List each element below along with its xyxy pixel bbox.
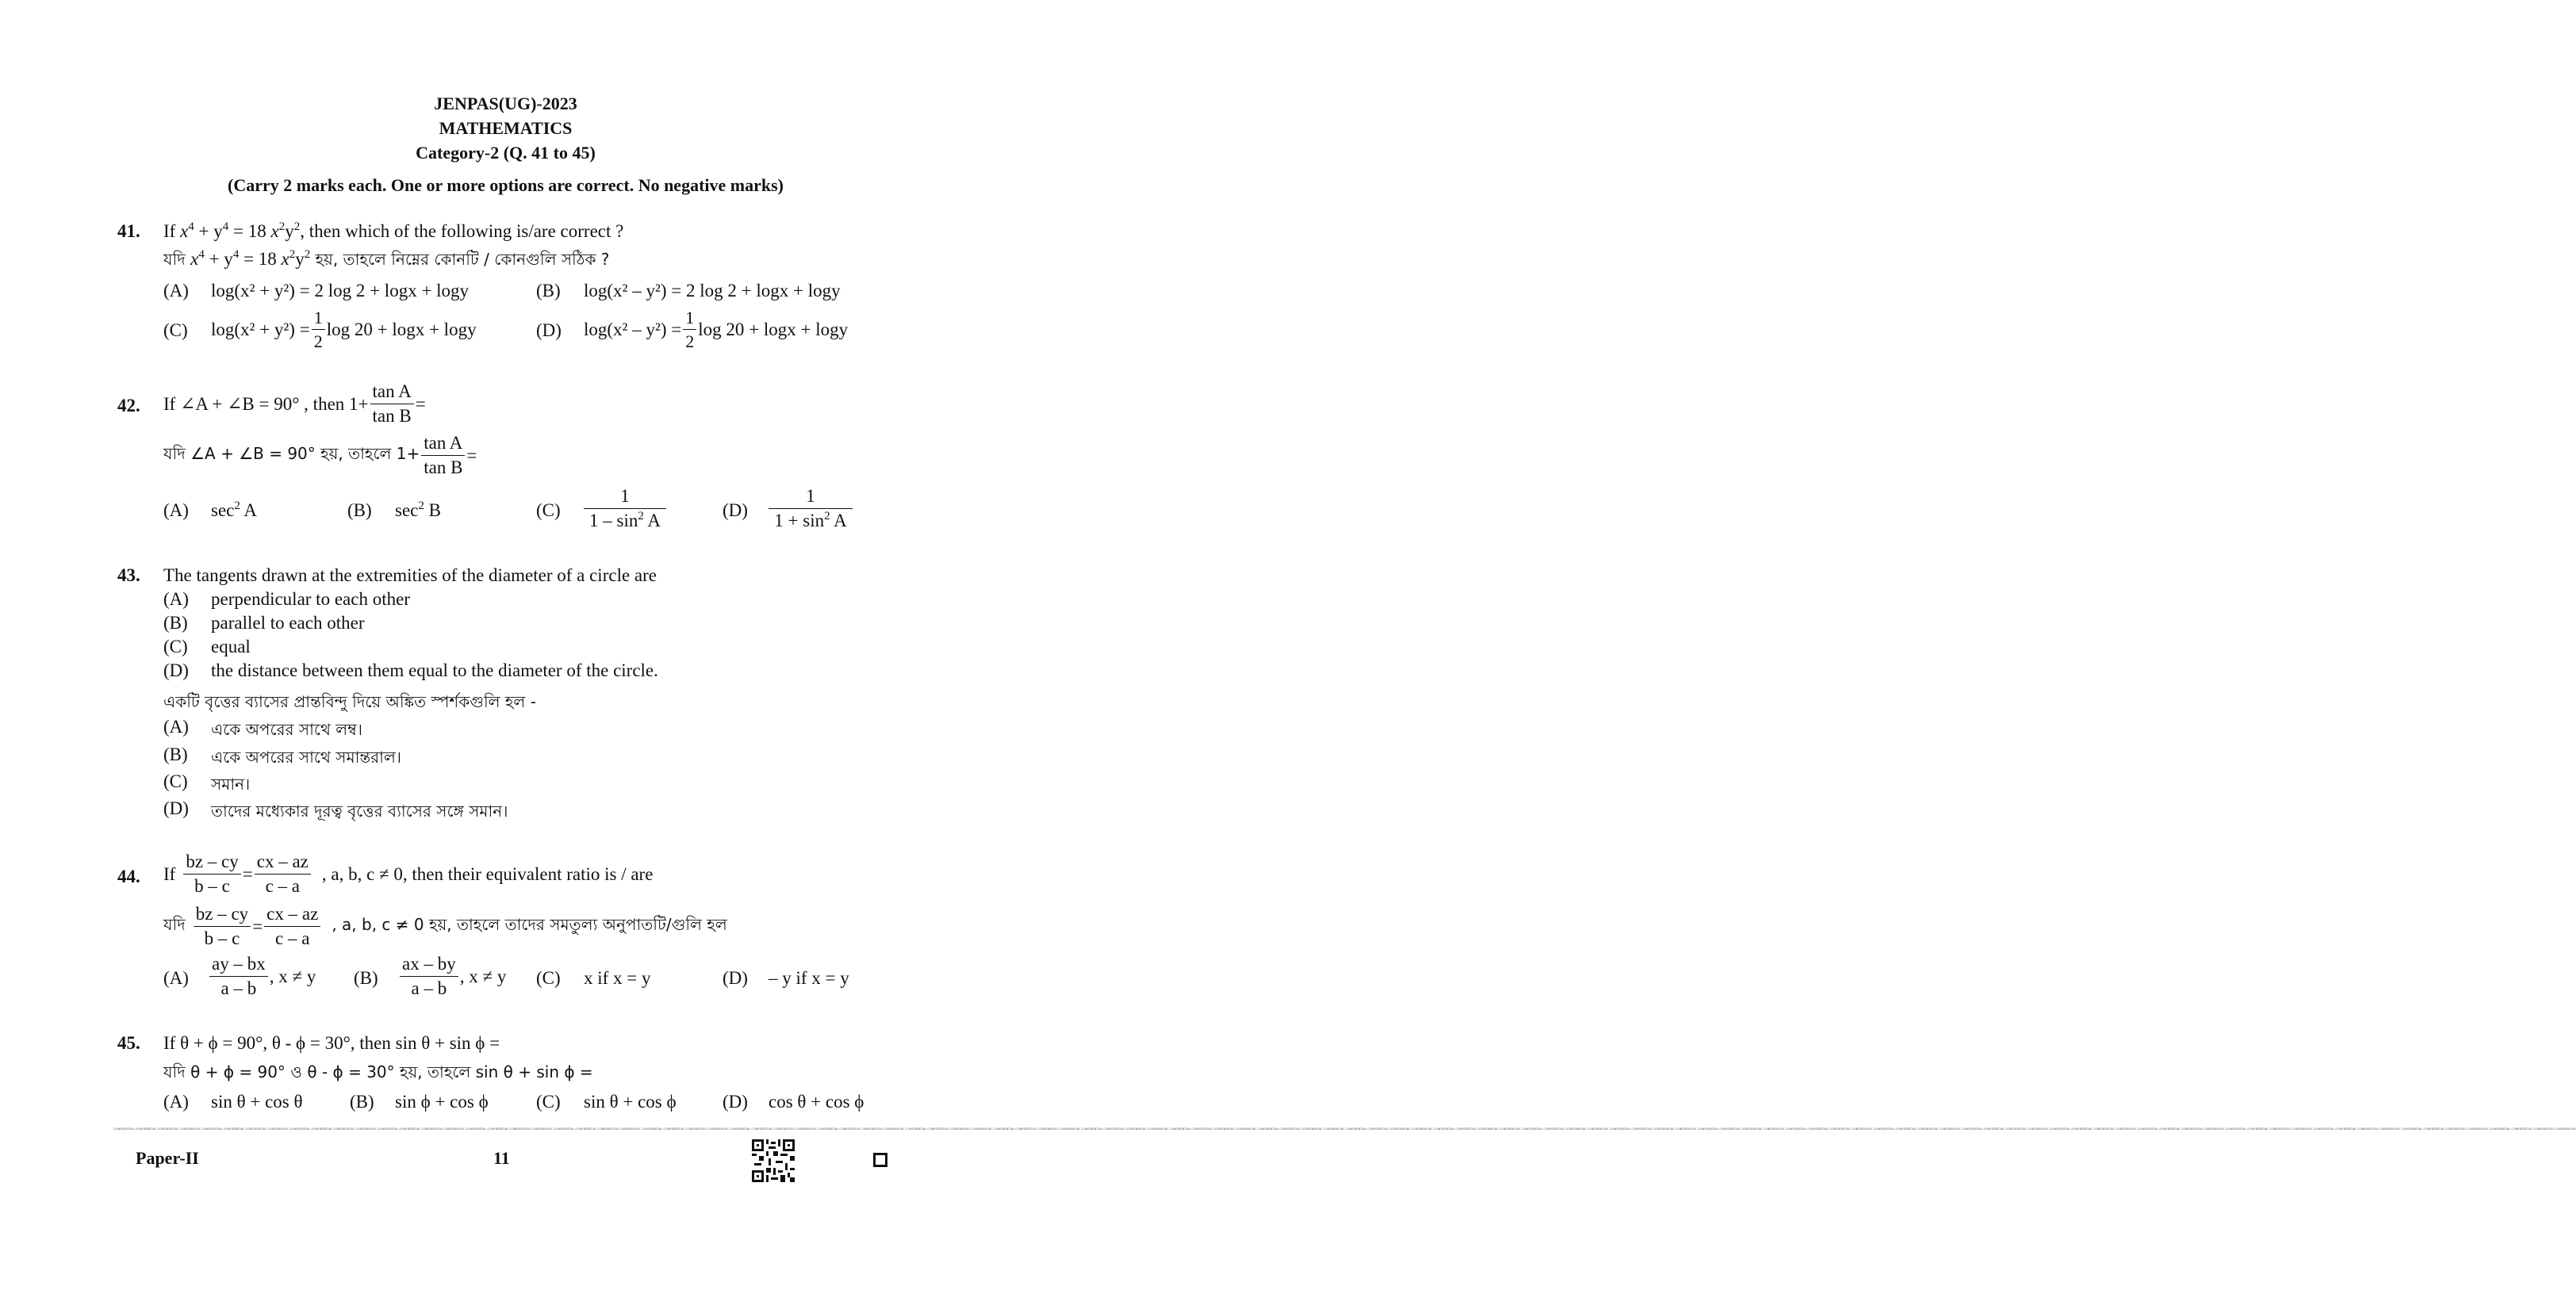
- q44-option-d: – y if x = y: [769, 968, 849, 988]
- q42-option-d-den: $1 + \sin^2 A$: [774, 510, 847, 531]
- q44-stem-en-post: , a, b, c ≠ 0, then their equivalent ratio is / are: [321, 863, 654, 884]
- q44-stem-en-frac1-den: b – c: [194, 876, 230, 897]
- q44-option-a: [208, 954, 316, 1000]
- q43-bn-option-a-label: (A): [163, 717, 189, 737]
- q43-stem-en: The tangents drawn at the extremities of the diameter of a circle are: [163, 565, 657, 585]
- q41-stem-en-pre: If: [163, 221, 181, 241]
- q41-stem-bn-post: হয়, তাহলে নিম্নের কোনটি / কোনগুলি সঠিক ?: [310, 250, 610, 269]
- q43-en-option-a: perpendicular to each other: [211, 589, 410, 609]
- q43-en-option-c: equal: [211, 637, 251, 656]
- q42-stem-en-num: tan A: [370, 381, 414, 404]
- q41-option-d-half-den: 2: [685, 331, 695, 352]
- q44-stem-en-frac1: [183, 852, 240, 898]
- q42-option-c-num: 1: [584, 486, 666, 509]
- q45-option-d-label: (D): [723, 1092, 748, 1112]
- q42-stem-bn-fraction: [421, 433, 465, 479]
- q44-stem-bn-if: যদি: [163, 915, 186, 935]
- q44-option-b-label: (B): [354, 968, 378, 988]
- q45-stem-bn: যদি θ + ϕ = 90° ও θ - ϕ = 30° হয়, তাহলে sin θ + sin ϕ =: [163, 1062, 593, 1081]
- q41-option-c-label: (C): [163, 320, 188, 340]
- q42-stem-en-fraction: [370, 381, 414, 427]
- q43-en-option-b-label: (B): [163, 613, 188, 633]
- q41-option-d-half-num: 1: [683, 308, 696, 330]
- marking-instructions: (Carry 2 marks each. One or more options are correct. No negative marks): [228, 175, 784, 195]
- q44-stem-bn-frac2: [264, 904, 320, 950]
- question-number-41: 41.: [117, 221, 140, 241]
- q44-option-d-label: (D): [723, 968, 748, 988]
- q41-option-c-half-den: 2: [313, 331, 323, 352]
- q44-option-c-label: (C): [536, 968, 561, 988]
- q42-option-c: [582, 486, 668, 532]
- q42-option-c-den: $1 - \sin^2 A$: [589, 510, 661, 531]
- q42-option-d: [767, 486, 854, 532]
- q44-option-b-frac: [400, 954, 458, 1000]
- q41-option-c-post: log 20 + logx + logy: [326, 319, 477, 339]
- question-number-42: 42.: [117, 396, 140, 415]
- q43-bn-option-b: একে অপরের সাথে সমান্তরাল।: [211, 748, 402, 767]
- q44-option-b-num: ax – by: [400, 954, 458, 977]
- question-number-44: 44.: [117, 867, 140, 886]
- q41-option-c: [211, 308, 477, 352]
- q42-stem-en-den: tan B: [372, 406, 412, 427]
- q42-stem-bn: [163, 433, 477, 479]
- q42-option-b-label: (B): [347, 500, 372, 520]
- q41-option-d-half: [683, 308, 696, 352]
- q45-option-c: sin θ + cos ϕ: [584, 1092, 677, 1112]
- paper-label: Paper-II: [136, 1148, 199, 1168]
- q43-stem-bn: একটি বৃত্তের ব্যাসের প্রান্তবিন্দু দিয়ে অঙ্কিত স্পর্শকগুলি হল -: [163, 692, 536, 711]
- q43-en-option-c-label: (C): [163, 637, 188, 656]
- q44-option-c: x if x = y: [584, 968, 651, 988]
- q41-option-d-pre: log(x² – y²) =: [584, 319, 682, 339]
- q43-bn-option-c: সমান।: [211, 775, 251, 794]
- q45-option-b-label: (B): [350, 1092, 374, 1112]
- q41-option-c-half-num: 1: [312, 308, 325, 330]
- q44-stem-bn-post: , a, b, c ≠ 0 হয়, তাহলে তাদের সমতুল্য অনুপাতটি/গুলি হল: [332, 915, 727, 935]
- q44-option-a-num: ay – bx: [209, 954, 268, 977]
- q44-stem-en-frac1-num: bz – cy: [183, 852, 240, 875]
- q44-stem-bn-frac1: [194, 904, 251, 950]
- q44-option-a-label: (A): [163, 968, 189, 988]
- q42-stem-en-eq: =: [415, 393, 426, 414]
- q45-stem-en: If θ + ϕ = 90°, θ - ϕ = 30°, then sin θ + sin ϕ =: [163, 1033, 500, 1053]
- q45-option-b: sin ϕ + cos ϕ: [395, 1092, 489, 1112]
- q41-option-b-label: (B): [536, 281, 561, 300]
- exam-title: JENPAS(UG)-2023: [434, 94, 577, 113]
- q42-option-a-label: (A): [163, 500, 189, 520]
- q42-stem-bn-num: tan A: [421, 433, 465, 456]
- q44-stem-en: [163, 852, 653, 898]
- q45-option-a: sin θ + cos θ: [211, 1092, 303, 1112]
- q41-stem-bn-pre: যদি: [163, 250, 191, 269]
- q41-option-d-post: log 20 + logx + logy: [698, 319, 849, 339]
- q42-option-b: $\sec^2 B$: [395, 499, 441, 520]
- q44-option-b-den: a – b: [411, 978, 447, 999]
- q44-stem-en-frac2-den: c – a: [265, 876, 301, 897]
- q44-option-a-den: a – b: [220, 978, 257, 999]
- confidential-strip: CONFIDENTIAL CONFIDENTIAL CONFIDENTIAL CONFIDENTIAL CONFIDENTIAL CONFIDENTIAL CONFIDENTIAL CONFIDENTIAL CONFIDENTIAL CONFIDENTIAL CONFIDENTIAL CONFIDENTIAL CONFIDENTIAL CONFIDENTIAL CONFIDENTIAL CONFIDENTIAL CONFIDENTIAL CONFIDENTIAL CONFIDENTIAL CONFIDENTIAL CONFIDENTIAL CONFIDENTIAL CONFIDENTIAL CONFIDENTIAL CONFIDENTIAL CONFIDENTIAL CONFIDENTIAL CONFIDENTIAL CONFIDENTIAL CONFIDENTIAL CONFIDENTIAL CONFIDENTIAL CONFIDENTIAL CONFIDENTIAL CONFIDENTIAL CONFIDENTIAL CONFIDENTIAL CONFIDENTIAL CONFIDENTIAL CONFIDENTIAL CONFIDENTIAL CONFIDENTIAL CONFIDENTIAL CONFIDENTIAL CONFIDENTIAL CONFIDENTIAL CONFIDENTIAL CONFIDENTIAL CONFIDENTIAL CONFIDENTIAL CONFIDENTIAL CONFIDENTIAL CONFIDENTIAL CONFIDENTIAL CONFIDENTIAL CONFIDENTIAL CONFIDENTIAL CONFIDENTIAL CONFIDENTIAL CONFIDENTIAL CONFIDENTIAL CONFIDENTIAL CONFIDENTIAL CONFIDENTIAL CONFIDENTIAL CONFIDENTIAL CONFIDENTIAL CONFIDENTIAL CONFIDENTIAL CONFIDENTIAL CONFIDENTIAL CONFIDENTIAL CONFIDENTIAL CONFIDENTIAL CONFIDENTIAL CONFIDENTIAL CONFIDENTIAL CONFIDENTIAL CONFIDENTIAL CONFIDENTIAL CONFIDENTIAL CONFIDENTIAL CONFIDENTIAL CONFIDENTIAL CONFIDENTIAL CONFIDENTIAL CONFIDENTIAL CONFIDENTIAL CONFIDENTIAL CONFIDENTIAL CONFIDENTIAL CONFIDENTIAL CONFIDENTIAL CONFIDENTIAL CONFIDENTIAL CONFIDENTIAL CONFIDENTIAL CONFIDENTIAL CONFIDENTIAL CONFIDENTIAL CONFIDENTIAL CONFIDENTIAL CONFIDENTIAL CONFIDENTIAL CONFIDENTIAL CONFIDENTIAL CONFIDENTIAL CONFIDENTIAL CONFIDENTIAL CONFIDENTIAL CONFIDENTIAL CONFIDENTIAL: [113, 1127, 2576, 1131]
- q44-stem-bn-frac2-den: c – a: [275, 928, 310, 949]
- q41-option-a-label: (A): [163, 281, 189, 300]
- category-title: Category-2 (Q. 41 to 45): [416, 143, 596, 163]
- q43-en-option-d: the distance between them equal to the diameter of the circle.: [211, 660, 658, 680]
- q42-stem-bn-den: tan B: [424, 457, 463, 478]
- subject-title: MATHEMATICS: [439, 118, 573, 138]
- question-number-45: 45.: [117, 1033, 140, 1053]
- q44-stem-bn-eq: =: [252, 916, 263, 936]
- q44-stem-bn-frac1-den: b – c: [204, 928, 240, 949]
- q44-option-b-cond: , x ≠ y: [459, 966, 507, 986]
- q43-en-option-d-label: (D): [163, 660, 189, 680]
- q43-en-option-a-label: (A): [163, 589, 189, 609]
- q44-stem-bn-frac1-num: bz – cy: [194, 904, 251, 927]
- question-number-43: 43.: [117, 565, 140, 585]
- q43-bn-option-b-label: (B): [163, 744, 188, 764]
- q42-stem-bn-pre: যদি ∠A + ∠B = 90° হয়, তাহলে 1+: [163, 444, 420, 464]
- square-marker-icon: [873, 1153, 887, 1167]
- q42-stem-en: [163, 381, 426, 427]
- q41-option-b: log(x² – y²) = 2 log 2 + logx + logy: [584, 281, 841, 300]
- q45-option-d: cos θ + cos ϕ: [769, 1092, 864, 1112]
- q45-option-c-label: (C): [536, 1092, 561, 1112]
- q42-option-d-label: (D): [723, 500, 748, 520]
- q44-stem-en-frac2: [255, 852, 311, 898]
- qr-code-icon: [752, 1139, 795, 1182]
- q43-bn-option-c-label: (C): [163, 771, 188, 791]
- q42-stem-bn-eq: =: [466, 445, 477, 465]
- q43-bn-option-d: তাদের মধ্যেকার দূরত্ব বৃত্তের ব্যাসের সঙ্গে সমান।: [211, 802, 508, 821]
- q41-option-c-half: [312, 308, 325, 352]
- q44-stem-bn-frac2-num: cx – az: [264, 904, 320, 927]
- q44-option-b: [398, 954, 506, 1000]
- q42-option-d-num: 1: [769, 486, 853, 509]
- q44-stem-en-eq: =: [242, 863, 253, 884]
- q41-option-d: [584, 308, 848, 352]
- q41-stem-en: If $x^4 + y^4 = 18$ $x^2y^2$, then which of the following is/are correct ?: [163, 220, 624, 241]
- q44-option-a-frac: [209, 954, 268, 1000]
- q44-stem-en-frac2-num: cx – az: [255, 852, 311, 875]
- page-number: 11: [493, 1148, 510, 1168]
- q42-option-c-label: (C): [536, 500, 561, 520]
- q43-bn-option-a: একে অপরের সাথে লম্ব।: [211, 720, 363, 739]
- q43-bn-option-d-label: (D): [163, 798, 189, 818]
- q42-stem-en-pre: If ∠A + ∠B = 90° , then 1+: [163, 393, 369, 414]
- q44-stem-bn: [163, 904, 727, 950]
- q44-option-a-cond: , x ≠ y: [269, 966, 316, 986]
- q41-option-a: log(x² + y²) = 2 log 2 + logx + logy: [211, 281, 470, 300]
- q44-stem-en-if: If: [163, 863, 176, 884]
- q43-en-option-b: parallel to each other: [211, 613, 365, 633]
- q41-option-c-pre: log(x² + y²) =: [211, 319, 310, 339]
- q41-option-d-label: (D): [536, 320, 562, 340]
- q41-stem-bn: যদি $x^4 + y^4 = 18$ $x^2y^2$ হয়, তাহলে নিম্নের কোনটি / কোনগুলি সঠিক ?: [163, 248, 610, 269]
- q45-option-a-label: (A): [163, 1092, 189, 1112]
- q42-option-a: $\sec^2 A$: [211, 499, 257, 520]
- q41-stem-en-post: , then which of the following is/are correct ?: [300, 221, 624, 241]
